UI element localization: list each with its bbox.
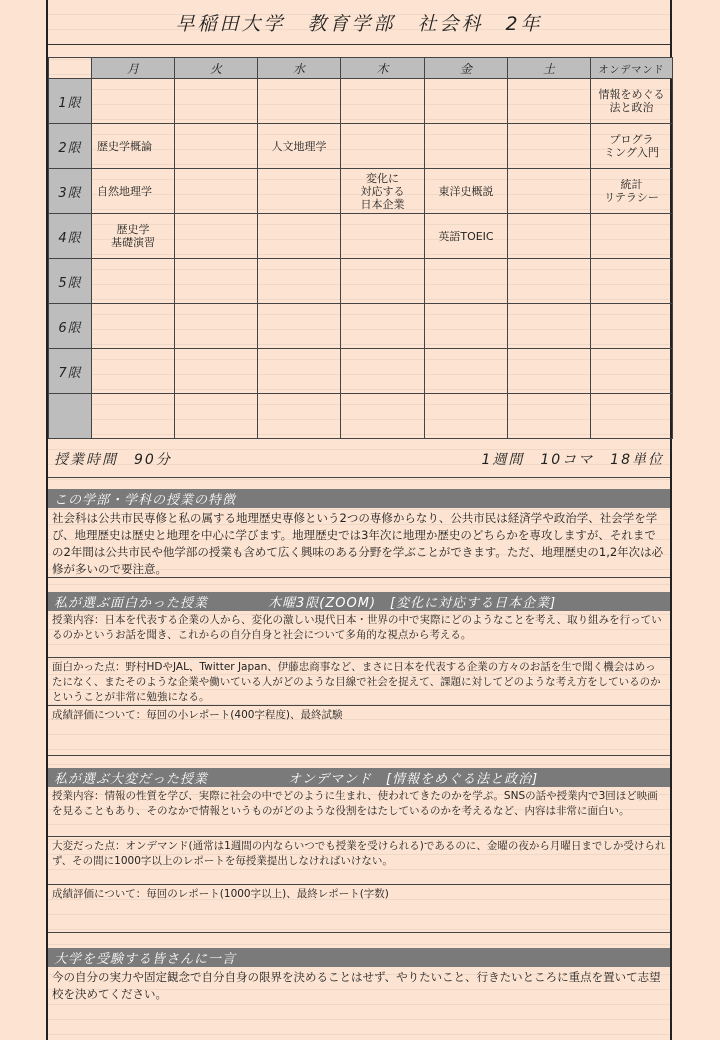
timetable-cell: 変化に 対応する 日本企業 <box>341 169 425 214</box>
day-header: 金 <box>425 58 508 79</box>
hard-heading-text: 私が選ぶ大変だった授業 <box>54 772 209 787</box>
class-time: 授業時間 90分 <box>54 451 172 468</box>
timetable-cell: 英語TOEIC <box>425 214 508 259</box>
timetable-cell <box>92 259 175 304</box>
timetable-cell <box>92 349 175 394</box>
timetable-cell <box>258 259 341 304</box>
features-heading <box>48 489 670 508</box>
timetable-cell <box>258 349 341 394</box>
timetable-cell <box>92 394 175 439</box>
timetable-cell <box>341 304 425 349</box>
period-label: 4限 <box>49 214 92 259</box>
weekly-load: 1週間 10コマ 18単位 <box>481 451 664 468</box>
timetable-cell <box>341 124 425 169</box>
timetable-cell <box>591 349 673 394</box>
timetable-cell <box>258 214 341 259</box>
timetable-row <box>49 169 673 214</box>
timetable-cell: 歴史学 基礎演習 <box>92 214 175 259</box>
timetable-row <box>49 79 673 124</box>
timetable-cell: 東洋史概説 <box>425 169 508 214</box>
page-title: 早稲田大学 教育学部 社会科 2年 <box>48 0 670 45</box>
timetable-cell <box>258 394 341 439</box>
timetable-row <box>49 124 673 169</box>
timetable-corner <box>49 58 92 79</box>
timetable-row <box>49 394 673 439</box>
hard-point: 大変だった点：オンデマンド(通常は1週間の内ならいつでも授業を受けられる)であるのに、金曜の夜から月曜日までしか受けられず、その間に1000字以上のレポートを毎授業提出しなければいけない。 <box>48 837 670 885</box>
timetable-row <box>49 259 673 304</box>
day-header: 火 <box>175 58 258 79</box>
timetable-cell <box>591 394 673 439</box>
worksheet <box>46 0 672 1040</box>
timetable <box>48 57 673 439</box>
timetable-cell <box>341 79 425 124</box>
timetable-cell <box>175 394 258 439</box>
timetable-cell <box>508 394 591 439</box>
timetable-row <box>49 214 673 259</box>
period-label <box>49 394 92 439</box>
timetable-cell: 情報をめぐる 法と政治 <box>591 79 673 124</box>
day-header: 木 <box>341 58 425 79</box>
period-label: 6限 <box>49 304 92 349</box>
timetable-cell: 人文地理学 <box>258 124 341 169</box>
timetable-cell <box>425 79 508 124</box>
interesting-course: 木曜3限(ZOOM) [変化に対応する日本企業] <box>268 596 557 611</box>
timetable-cell: プログラ ミング入門 <box>591 124 673 169</box>
timetable-cell <box>508 79 591 124</box>
day-header: 土 <box>508 58 591 79</box>
period-label: 3限 <box>49 169 92 214</box>
interesting-grading: 成績評価について：毎回の小レポート(400字程度)、最終試験 <box>48 706 670 756</box>
timetable-cell <box>591 304 673 349</box>
timetable-cell <box>258 79 341 124</box>
timetable-cell <box>175 169 258 214</box>
timetable-cell <box>425 304 508 349</box>
period-label: 5限 <box>49 259 92 304</box>
features-body: 社会科は公共市民専修と私の属する地理歴史専修という2つの専修からなり、公共市民は経済学や政治学、社会学を学び、地理歴史は歴史と地理を中心に学びます。地理歴史では3年次に地理か歴史のどちらかを専攻しますが、それまでの2年間は公共市民や他学部の授業も含めて広く興味のある分野を学ぶことができます。ただ、地理歴史の1,2年次は必修が多いので要注意。 <box>48 508 670 578</box>
timetable-cell <box>508 124 591 169</box>
period-label: 1限 <box>49 79 92 124</box>
day-header: オンデマンド <box>591 58 673 79</box>
timetable-cell <box>508 349 591 394</box>
timetable-cell <box>175 304 258 349</box>
message-body: 今の自分の実力や固定観念で自分自身の限界を決めることはせず、やりたいこと、行きたいところに重点を置いて志望校を決めてください。 <box>52 970 661 1001</box>
timetable-cell <box>508 169 591 214</box>
message-heading-text: 大学を受験する皆さんに一言 <box>54 952 237 967</box>
timetable-row <box>49 349 673 394</box>
timetable-cell: 自然地理学 <box>92 169 175 214</box>
timetable-cell <box>591 214 673 259</box>
day-header: 水 <box>258 58 341 79</box>
timetable-cell <box>591 259 673 304</box>
timetable-cell <box>425 124 508 169</box>
timetable-cell <box>341 214 425 259</box>
timetable-cell <box>425 259 508 304</box>
interesting-content: 授業内容：日本を代表する企業の人から、変化の激しい現代日本・世界の中で実際にどのようなことを考え、取り組みを行っているのかというお話を聞き、これからの自分自身と社会について多角的な視点から考える。 <box>48 611 670 658</box>
interesting-point: 面白かった点：野村HDやJAL、Twitter Japan、伊藤忠商事など、まさに日本を代表する企業の方々のお話を生で聞く機会はめったになく、またそのような企業や働いている人がどのような目線で社会を捉えて、課題に対してどのような考え方をしているのかということが非常に勉強になる。 <box>48 658 670 706</box>
hard-heading <box>48 768 670 787</box>
timetable-cell <box>92 79 175 124</box>
timetable-cell <box>175 259 258 304</box>
timetable-cell <box>258 304 341 349</box>
timetable-cell: 統計 リテラシー <box>591 169 673 214</box>
timetable-cell <box>508 304 591 349</box>
timetable-cell <box>425 394 508 439</box>
period-label: 2限 <box>49 124 92 169</box>
timetable-cell <box>175 349 258 394</box>
timetable-cell <box>258 169 341 214</box>
interesting-heading-text: 私が選ぶ面白かった授業 <box>54 596 209 611</box>
period-label: 7限 <box>49 349 92 394</box>
timetable-cell <box>175 214 258 259</box>
timetable-cell <box>175 79 258 124</box>
timetable-cell <box>341 349 425 394</box>
timetable-cell <box>92 304 175 349</box>
hard-course: オンデマンド [情報をめぐる法と政治] <box>288 772 539 787</box>
message-heading <box>48 948 670 967</box>
summary-row <box>48 440 670 478</box>
timetable-cell <box>341 394 425 439</box>
timetable-cell <box>425 349 508 394</box>
features-heading-text: この学部・学科の授業の特徴 <box>54 493 237 508</box>
timetable-cell <box>175 124 258 169</box>
hard-grading: 成績評価について：毎回のレポート(1000字以上)、最終レポート(字数) <box>48 885 670 933</box>
day-header: 月 <box>92 58 175 79</box>
hard-content: 授業内容：情報の性質を学び、実際に社会の中でどのように生まれ、使われてきたのかを学ぶ。SNSの話や授業内で3回ほど映画を見ることもあり、そのなかで情報というものがどのような役割をはたしているのかを考えるなど、内容は非常に面白い。 <box>48 787 670 837</box>
timetable-cell <box>508 214 591 259</box>
interesting-heading <box>48 592 670 611</box>
timetable-cell <box>341 259 425 304</box>
timetable-cell <box>508 259 591 304</box>
timetable-cell: 歴史学概論 <box>92 124 175 169</box>
timetable-row <box>49 304 673 349</box>
